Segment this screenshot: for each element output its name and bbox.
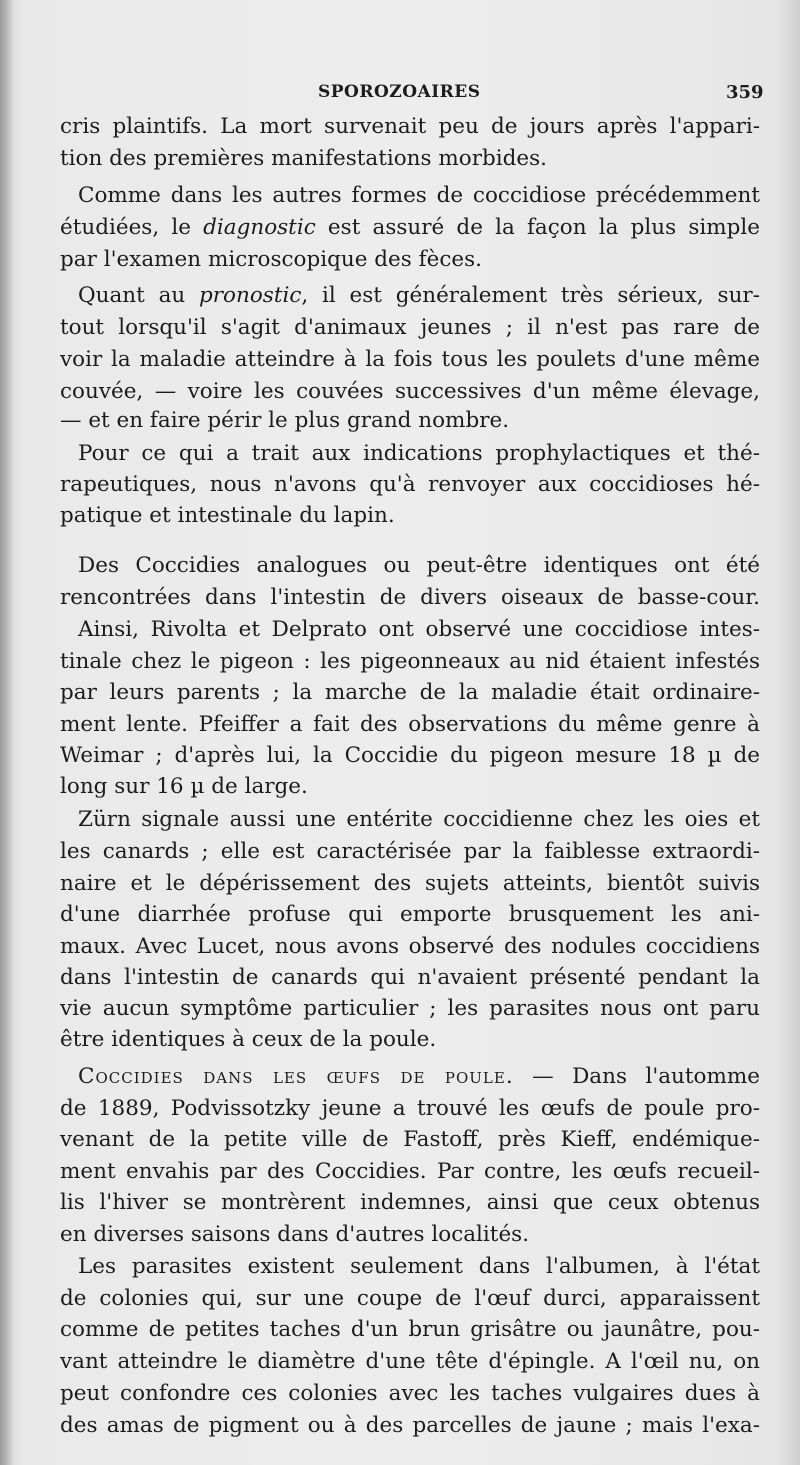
text-run: naire et le dépérissement des sujets atteints, bientôt suivis bbox=[60, 871, 760, 896]
text-run: voir la maladie atteindre à la fois tous les poulets d'une même bbox=[60, 347, 760, 372]
text-line bbox=[60, 931, 760, 963]
text-run: couvée, — voire les couvées successives d'un même élevage, bbox=[60, 379, 760, 404]
text-line bbox=[60, 1219, 760, 1251]
text-run: est assuré de la façon la plus simple bbox=[315, 215, 761, 240]
text-line bbox=[60, 962, 760, 994]
page-edge-shadow bbox=[0, 0, 14, 1465]
text-run: des amas de pigment ou à des parcelles de jaune ; mais l'exa- bbox=[60, 1413, 760, 1438]
text-run: Pour ce qui a trait aux indications prophylactiques et thé- bbox=[78, 441, 760, 466]
text-line bbox=[60, 993, 760, 1025]
text-line bbox=[60, 376, 760, 408]
italic-term: diagnostic bbox=[203, 215, 316, 240]
text-line bbox=[60, 1283, 760, 1315]
text-run: cris plaintifs. La mort survenait peu de jours après l'appari- bbox=[60, 114, 760, 139]
text-line bbox=[78, 438, 760, 470]
text-run: — Dans l'automme bbox=[513, 1064, 760, 1089]
text-run: rencontrées dans l'intestin de divers oiseaux de basse-cour. bbox=[60, 585, 760, 610]
text-run: les canards ; elle est caractérisée par la faiblesse extraordi- bbox=[60, 839, 760, 864]
text-run: , il est généralement très sérieux, sur- bbox=[301, 283, 760, 308]
text-line bbox=[78, 804, 760, 836]
text-run: patique et intestinale du lapin. bbox=[60, 503, 395, 528]
text-run: en diverses saisons dans d'autres localités. bbox=[60, 1222, 530, 1247]
text-line bbox=[60, 868, 760, 900]
italic-term: pronostic bbox=[199, 283, 302, 308]
text-line bbox=[60, 1410, 760, 1442]
text-run: d'une diarrhée profuse qui emporte brusquement les ani- bbox=[60, 902, 760, 927]
text-run: venant de la petite ville de Fastoff, près Kieff, endémique- bbox=[60, 1127, 760, 1152]
text-run: — et en faire périr le plus grand nombre. bbox=[60, 408, 510, 433]
text-line bbox=[60, 1024, 760, 1056]
text-run: peut confondre ces colonies avec les taches vulgaires dues à bbox=[60, 1381, 760, 1406]
text-line bbox=[60, 500, 760, 532]
text-line bbox=[60, 709, 760, 741]
text-run: Zürn signale aussi une entérite coccidienne chez les oies et bbox=[78, 807, 760, 832]
text-line bbox=[78, 280, 760, 312]
text-line bbox=[60, 143, 760, 175]
text-run: vant atteindre le diamètre d'une tête d'épingle. A l'œil nu, on bbox=[60, 1349, 760, 1374]
text-line bbox=[60, 582, 760, 614]
text-line bbox=[78, 180, 760, 212]
text-line bbox=[60, 677, 760, 709]
text-run: vie aucun symptôme particulier ; les parasites nous ont paru bbox=[60, 996, 760, 1021]
text-line bbox=[60, 836, 760, 868]
text-line bbox=[60, 1346, 760, 1378]
text-run: tout lorsqu'il s'agit d'animaux jeunes ; il n'est pas rare de bbox=[60, 315, 760, 340]
text-line bbox=[60, 646, 760, 678]
text-run: Les parasites existent seulement dans l'albumen, à l'état bbox=[78, 1254, 760, 1279]
text-run: étudiées, le bbox=[60, 215, 204, 240]
text-run: par leurs parents ; la marche de la maladie était ordinaire- bbox=[60, 680, 760, 705]
text-line bbox=[60, 1187, 760, 1219]
text-run: Weimar ; d'après lui, la Coccidie du pigeon mesure 18 µ de bbox=[60, 743, 760, 768]
text-run: tion des premières manifestations morbides. bbox=[60, 146, 547, 171]
text-line bbox=[60, 1156, 760, 1188]
text-run: long sur 16 µ de large. bbox=[60, 774, 308, 799]
text-line bbox=[78, 1251, 760, 1283]
text-line bbox=[60, 312, 760, 344]
running-header-title: SPOROZOAIRES bbox=[318, 82, 481, 102]
text-run: tinale chez le pigeon : les pigeonneaux au nid étaient infestés bbox=[60, 649, 760, 674]
text-run: ment envahis par des Coccidies. Par contre, les œufs recueil- bbox=[60, 1159, 760, 1184]
text-run: de 1889, Podvissotzky jeune a trouvé les œufs de poule pro- bbox=[60, 1096, 760, 1121]
text-line bbox=[60, 1314, 760, 1346]
text-run: maux. Avec Lucet, nous avons observé des nodules coccidiens bbox=[60, 934, 760, 959]
text-run: de colonies qui, sur une coupe de l'œuf durci, apparaissent bbox=[60, 1286, 760, 1311]
text-run: dans l'intestin de canards qui n'avaient présenté pendant la bbox=[60, 965, 760, 990]
text-run: rapeutiques, nous n'avons qu'à renvoyer aux coccidioses hé- bbox=[60, 472, 760, 497]
text-run: par l'examen microscopique des fèces. bbox=[60, 247, 482, 272]
text-line bbox=[60, 111, 760, 143]
text-run: comme de petites taches d'un brun grisâtre ou jaunâtre, pou- bbox=[60, 1317, 760, 1342]
text-line bbox=[60, 1378, 760, 1410]
text-line bbox=[60, 740, 760, 772]
text-run: Quant au bbox=[78, 283, 200, 308]
text-line bbox=[60, 1093, 760, 1125]
text-line bbox=[60, 405, 760, 437]
text-run: Comme dans les autres formes de coccidiose précédemment bbox=[78, 183, 760, 208]
text-line bbox=[60, 344, 760, 376]
text-line bbox=[78, 614, 760, 646]
text-line bbox=[60, 469, 760, 501]
text-run: ment lente. Pfeiffer a fait des observations du même genre à bbox=[60, 712, 760, 737]
page-number: 359 bbox=[726, 82, 764, 103]
text-line bbox=[60, 899, 760, 931]
text-run: être identiques à ceux de la poule. bbox=[60, 1027, 437, 1052]
text-line bbox=[78, 550, 760, 582]
text-line bbox=[78, 1061, 760, 1093]
text-line bbox=[60, 212, 760, 244]
section-heading: Coccidies dans les œufs de poule. bbox=[78, 1064, 514, 1089]
text-line bbox=[60, 1124, 760, 1156]
text-run: lis l'hiver se montrèrent indemnes, ainsi que ceux obtenus bbox=[60, 1190, 760, 1215]
text-run: Ainsi, Rivolta et Delprato ont observé une coccidiose intes- bbox=[78, 617, 760, 642]
text-run: Des Coccidies analogues ou peut-être identiques ont été bbox=[78, 553, 760, 578]
text-line bbox=[60, 244, 760, 276]
running-header bbox=[0, 82, 800, 108]
text-line bbox=[60, 771, 760, 803]
